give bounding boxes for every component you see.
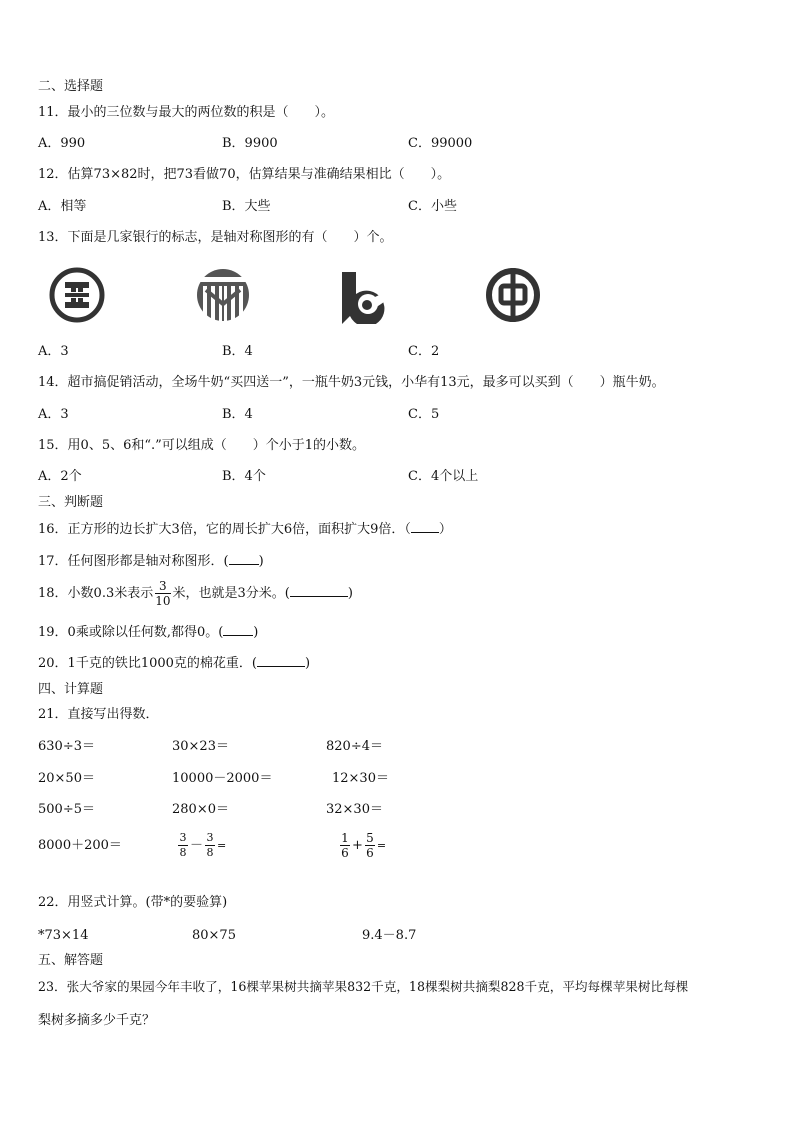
fraction-1b: $\frac{3}{8}$ bbox=[206, 831, 214, 859]
q19-stem: 19．0乘或除以任何数,都得0。( bbox=[38, 625, 224, 640]
q15-option-c: C．4个以上 bbox=[408, 469, 479, 484]
q21-r4-c1: 8000＋200＝ bbox=[38, 838, 122, 853]
q18-numerator: 3 bbox=[159, 579, 167, 593]
q16-answer-blank[interactable] bbox=[411, 520, 439, 533]
q21-r1-c2: 30×23＝ bbox=[172, 739, 229, 754]
q18-post: 米，也就是3分米。( bbox=[172, 586, 290, 601]
ccb-logo-icon bbox=[336, 266, 394, 324]
q13-option-c: C．2 bbox=[408, 344, 440, 359]
q20-end: ) bbox=[304, 656, 311, 671]
q19-answer-blank[interactable] bbox=[223, 623, 253, 636]
q17-stem: 17．任何图形都是轴对称图形．( bbox=[38, 554, 229, 569]
q16-stem: 16．正方形的边长扩大3倍，它的周长扩大6倍，面积扩大9倍．（ bbox=[38, 522, 411, 537]
q15-option-a: A．2个 bbox=[38, 469, 82, 484]
q22-stem: 22．用竖式计算。(带*的要验算) bbox=[38, 895, 228, 910]
q20-answer-blank[interactable] bbox=[257, 654, 305, 667]
q13-option-b: B．4 bbox=[222, 344, 253, 359]
fraction-2b: $\frac{5}{6}$ bbox=[366, 831, 374, 860]
fraction-1a: $\frac{3}{8}$ bbox=[179, 831, 187, 859]
q23-line-2: 梨树多摘多少千克？ bbox=[38, 1013, 156, 1028]
q18-end: ) bbox=[347, 586, 353, 601]
q21-fraction-expr-1: $\frac{3}{8}$ － $\frac{3}{8}$ = bbox=[179, 831, 227, 859]
q17-end: ) bbox=[258, 554, 264, 569]
q18-denominator: 10 bbox=[155, 594, 171, 608]
q12-stem: 12．估算73×82时，把73看做70，估算结果与准确结果相比（ ）。 bbox=[38, 167, 451, 182]
q21-r2-c1: 20×50＝ bbox=[38, 771, 95, 786]
section-heading-choice: 二、选择题 bbox=[38, 79, 104, 94]
q21-stem: 21．直接写出得数． bbox=[38, 707, 159, 722]
q14-option-a: A．3 bbox=[38, 407, 69, 422]
citic-logo-icon bbox=[194, 266, 252, 324]
q16-line bbox=[38, 520, 452, 539]
q12-option-a: A．相等 bbox=[38, 199, 87, 214]
q11-option-a: A．990 bbox=[38, 136, 86, 151]
section-heading-judgement: 三、判断题 bbox=[38, 495, 104, 510]
q21-r3-c3: 32×30＝ bbox=[326, 802, 383, 817]
q13-stem: 13．下面是几家银行的标志，是轴对称图形的有（ ）个。 bbox=[38, 230, 393, 245]
fraction-2a: $\frac{1}{6}$ bbox=[341, 831, 349, 860]
q18-fraction bbox=[155, 579, 170, 608]
q13-option-a: A．3 bbox=[38, 344, 69, 359]
q21-r2-c2: 10000－2000＝ bbox=[172, 771, 273, 786]
section-heading-solution: 五、解答题 bbox=[38, 953, 104, 968]
q20-stem: 20．1千克的铁比1000克的棉花重．( bbox=[38, 656, 257, 671]
q20-line bbox=[38, 654, 310, 673]
q15-option-b: B．4个 bbox=[222, 469, 266, 484]
q14-stem: 14．超市搞促销活动，全场牛奶“买四送一”，一瓶牛奶3元钱，小华有13元，最多可以买到（ ）瓶牛奶。 bbox=[38, 375, 665, 390]
icbc-logo-icon bbox=[48, 266, 106, 324]
q17-line bbox=[38, 552, 264, 571]
q18-answer-blank[interactable] bbox=[290, 584, 348, 597]
q22-item-1: *73×14 bbox=[38, 928, 89, 943]
q11-option-b: B．9900 bbox=[222, 136, 278, 151]
q17-answer-blank[interactable] bbox=[229, 552, 259, 565]
q21-r1-c3: 820÷4＝ bbox=[326, 739, 383, 754]
q23-line-1: 23．张大爷家的果园今年丰收了，16棵苹果树共摘苹果832千克，18棵梨树共摘梨828千克，平均每棵苹果树比每棵 bbox=[38, 979, 689, 994]
q21-r3-c1: 500÷5＝ bbox=[38, 802, 95, 817]
q21-r2-c3: 12×30＝ bbox=[332, 771, 389, 786]
q21-r1-c1: 630÷3＝ bbox=[38, 739, 95, 754]
q22-item-2: 80×75 bbox=[192, 928, 236, 943]
q21-r3-c2: 280×0＝ bbox=[172, 802, 229, 817]
q18-line bbox=[38, 576, 353, 612]
q22-item-3: 9.4－8.7 bbox=[362, 928, 417, 943]
q16-end: ） bbox=[438, 522, 452, 537]
q11-option-c: C．99000 bbox=[408, 136, 473, 151]
q21-fraction-expr-2: $\frac{1}{6}$ + $\frac{5}{6}$ = bbox=[341, 831, 387, 860]
q11-stem: 11．最小的三位数与最大的两位数的积是（ ）。 bbox=[38, 105, 335, 120]
q12-option-c: C．小些 bbox=[408, 199, 457, 214]
section-heading-calculation: 四、计算题 bbox=[38, 682, 104, 697]
q19-line bbox=[38, 623, 258, 642]
q19-end: ) bbox=[253, 625, 259, 640]
q12-option-b: B．大些 bbox=[222, 199, 271, 214]
q14-option-c: C．5 bbox=[408, 407, 440, 422]
boc-logo-icon bbox=[484, 266, 542, 324]
q15-stem: 15．用0、5、6和“.”可以组成（ ）个小于1的小数。 bbox=[38, 438, 366, 453]
q14-option-b: B．4 bbox=[222, 407, 253, 422]
q18-pre: 18．小数0.3米表示 bbox=[38, 586, 154, 601]
